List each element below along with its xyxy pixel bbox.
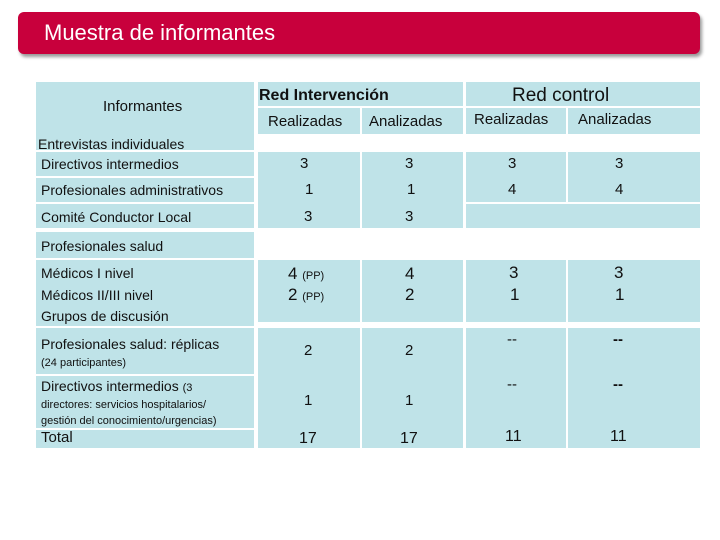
cell-value [568,152,700,202]
value-cell: 3 [300,155,309,172]
cell-value [568,260,700,322]
row-label: Directivos intermedios [41,156,179,172]
row-label: Profesionales administrativos [41,182,224,198]
value-cell: 1 [305,181,314,198]
red-intervencion-header: Red Intervención [259,87,389,104]
red-control-header: Red control [512,85,610,106]
row-label: Profesionales salud: réplicas [41,336,220,352]
row-label: Médicos II/III nivel [41,287,154,303]
value-cell: 3 [405,208,414,225]
value-cell: 1 [615,285,625,304]
value-cell: 1 [407,181,416,198]
value-cell: 4 [405,264,415,283]
section-grupos-discusion: Grupos de discusión [41,308,169,324]
value-cell: 4 (PP) [288,264,325,283]
value-cell: 2 [405,285,415,304]
rc-realizadas-header: Realizadas [474,111,549,128]
row-sublabel: directores: servicios hospitalarios/ [41,399,207,411]
value-cell: 3 [509,263,519,282]
section-entrevistas-individuales: Entrevistas individuales [38,136,185,152]
value-cell: -- [613,331,623,348]
row-label: Comité Conductor Local [41,209,192,225]
total-value: 17 [299,430,317,447]
cell-value [466,204,700,228]
value-cell: 1 [304,392,313,409]
value-cell: 2 [304,342,313,359]
value-cell: 3 [615,155,624,172]
total-label: Total [41,429,73,446]
section-profesionales-salud: Profesionales salud [41,238,164,254]
informantes-header: Informantes [103,98,183,115]
value-cell: 2 [405,342,414,359]
row-sublabel: (24 participantes) [41,357,126,369]
value-cell: 3 [614,263,624,282]
value-cell: 3 [508,155,517,172]
value-cell: -- [507,331,517,348]
row-label: Directivos intermedios (3 [41,378,193,394]
value-cell: 2 (PP) [288,285,325,304]
value-cell: 1 [510,285,520,304]
cell-value [568,328,700,448]
value-cell: 3 [304,208,313,225]
row-sublabel: gestión del conocimiento/urgencias) [41,415,217,427]
ri-realizadas-header: Realizadas [268,113,343,130]
title-banner [18,12,700,54]
value-cell: 4 [615,181,624,198]
total-value: 11 [505,428,522,445]
value-cell: -- [613,376,623,393]
ri-analizadas-header: Analizadas [369,113,443,130]
value-cell: 3 [405,155,414,172]
value-cell: -- [507,376,517,393]
value-cell: 1 [405,392,414,409]
slide-title: Muestra de informantes [44,20,276,45]
total-value: 17 [400,430,418,447]
total-value: 11 [610,428,627,445]
rc-analizadas-header: Analizadas [578,111,652,128]
row-label: Médicos I nivel [41,265,134,281]
value-cell: 4 [508,181,517,198]
